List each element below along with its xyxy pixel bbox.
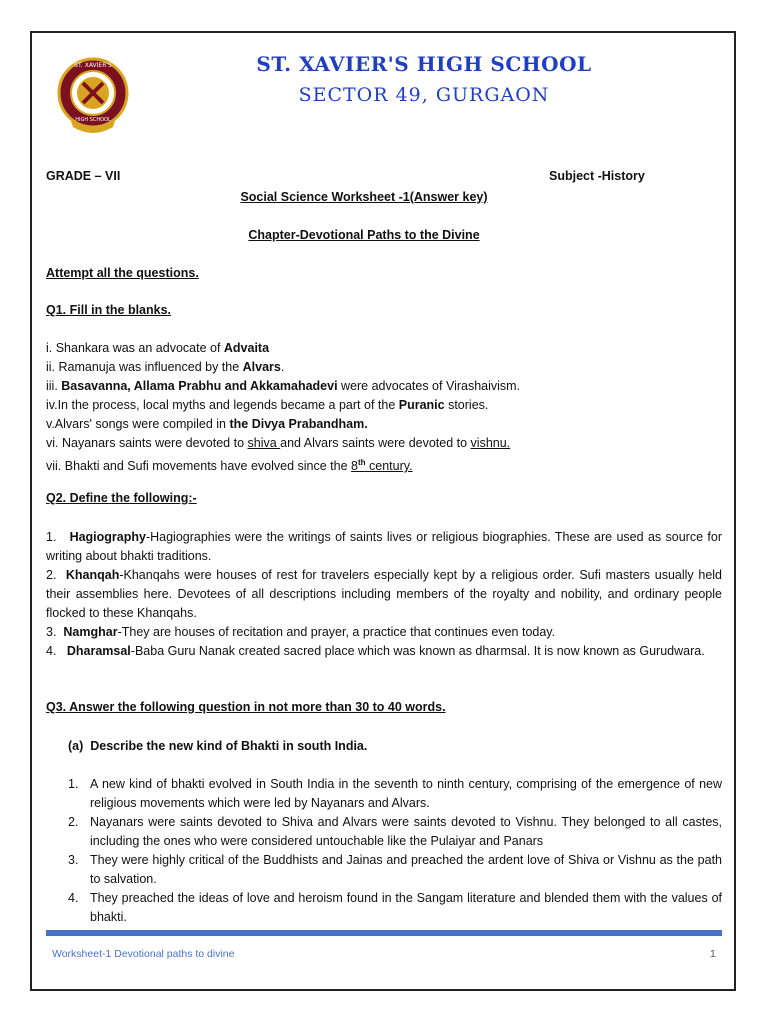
q2-item-1: 1. Hagiography-Hagiographies were the writings of saints lives or religious biographies. These are used as source for writing about bhakti traditions. <box>46 530 723 563</box>
q1-item-vii: vii. Bhakti and Sufi movements have evolved since the 8th century. <box>46 458 413 474</box>
list-item: 2. Nayanars were saints devoted to Shiva and Alvars were saints devoted to Vishnu. They belonged to all castes, including the ones who were considered untouchable like the Pulaiyar and Panars <box>68 815 722 848</box>
page-number: 1 <box>710 948 716 960</box>
q3-heading: Q3. Answer the following question in not more than 30 to 40 words. <box>46 700 446 714</box>
q1-item-v: v.Alvars' songs were compiled in the Divya Prabandham. <box>46 417 368 431</box>
q1-item-vi: vi. Nayanars saints were devoted to shiva and Alvars saints were devoted to vishnu. <box>46 436 511 450</box>
q1-item-iii: iii. Basavanna, Allama Prabhu and Akkamahadevi were advocates of Virashaivism. <box>46 379 521 393</box>
list-item: 4. They preached the ideas of love and heroism found in the Sangam literature and blended them with the values of bhakti. <box>68 891 722 924</box>
q3-answer-list <box>68 775 722 927</box>
subject-label: Subject -History <box>549 169 645 183</box>
q2-item-2: 2. Khanqah-Khanqahs were houses of rest for travelers especially kept by a religious order. Sufi masters usually held their assemblies here. Devotees of all descriptions including members of the royalty and nobility, and ordinary people flocked to these Khanqahs. <box>46 568 722 620</box>
school-location: SECTOR 49, GURGAON <box>298 84 550 106</box>
list-item: 1. A new kind of bhakti evolved in South India in the seventh to ninth century, comprising of the emergence of new religious movements which were led by Nayanars and Alvars. <box>68 777 722 810</box>
grade-label: GRADE – VII <box>46 169 121 183</box>
q1-item-i: i. Shankara was an advocate of Advaita <box>46 341 270 355</box>
q2-item-4: 4. Dharamsal-Baba Guru Nanak created sacred place which was known as dharmsal. It is now known as Gurudwara. <box>46 644 705 658</box>
q1-item-iv: iv.In the process, local myths and legends became a part of the Puranic stories. <box>46 398 489 412</box>
q1-item-ii: ii. Ramanuja was influenced by the Alvars. <box>46 360 285 374</box>
footer-divider <box>46 930 722 936</box>
instruction: Attempt all the questions. <box>46 266 199 280</box>
list-item: 3. They were highly critical of the Buddhists and Jainas and preached the ardent love of Shiva or Vishnu as the path to salvation. <box>68 853 722 886</box>
worksheet-title: Social Science Worksheet -1(Answer key) <box>240 190 488 204</box>
school-name: ST. XAVIER'S HIGH SCHOOL <box>256 52 592 76</box>
svg-text:ST. XAVIER'S: ST. XAVIER'S <box>74 62 112 69</box>
q2-heading: Q2. Define the following:- <box>46 491 197 505</box>
chapter-title: Chapter-Devotional Paths to the Divine <box>248 228 480 242</box>
q2-item-3: 3. Namghar-They are houses of recitation and prayer, a practice that continues even today. <box>46 625 556 639</box>
svg-text:HIGH SCHOOL: HIGH SCHOOL <box>75 117 111 123</box>
q1-heading: Q1. Fill in the blanks. <box>46 303 172 317</box>
footer-text: Worksheet-1 Devotional paths to divine <box>52 948 235 960</box>
q3-subquestion: (a) Describe the new kind of Bhakti in south India. <box>68 739 368 753</box>
